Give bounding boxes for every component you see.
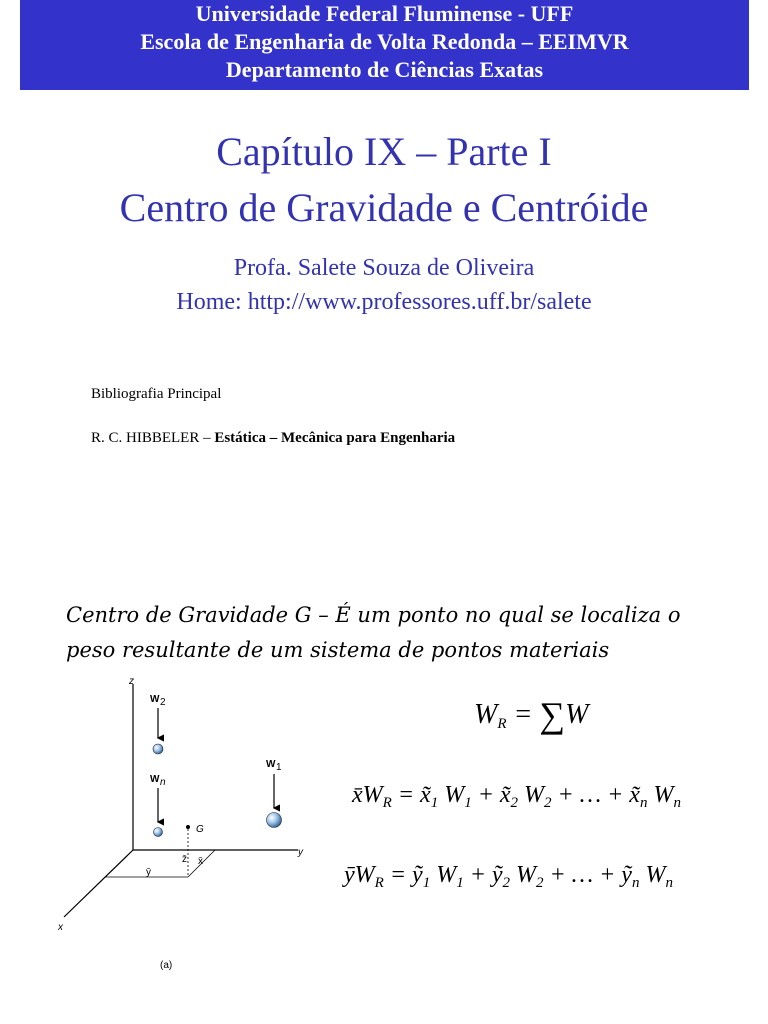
institution-header [20, 0, 749, 90]
bibliography-book: Estática – Mecânica para Engenharia [214, 430, 456, 446]
ybar-label: ȳ [146, 867, 151, 878]
w1-subscript: 1 [276, 762, 282, 773]
equation-y-centroid: $ȳW_R$ = ỹ$_1$ $W_1$ + ỹ$_2$ $W_2$ + … + ỹ$_n$ $W_n$ [344, 862, 673, 891]
chapter-subtitle: Centro de Gravidade e Centróide [119, 185, 649, 230]
bibliography-reference [91, 430, 455, 447]
w2-subscript: 2 [160, 697, 166, 708]
x-axis-line [64, 850, 133, 917]
wn-subscript: n [160, 777, 166, 788]
axis-label-x: x [58, 922, 63, 933]
w2-particle [153, 744, 163, 754]
equation-x-centroid: $x̄W_R$ = $x̃_1$ $W_1$ + $x̃_2$ $W_2$ + … + $x̃_n$ $W_n$ [352, 782, 681, 811]
school-name: Escola de Engenharia de Volta Redonda – EEIMVR [140, 29, 629, 54]
chapter-title: Capítulo IX – Parte I [216, 129, 552, 174]
author-homepage: Home: http://www.professores.uff.br/salete [176, 289, 592, 315]
zbar-label: z̄ [182, 854, 187, 865]
g-point [186, 825, 190, 829]
w1-label: W [266, 759, 276, 770]
axis-label-y: y [298, 847, 303, 858]
center-of-gravity-figure [50, 672, 320, 972]
wn-label: W [150, 774, 160, 785]
author-name: Profa. Salete Souza de Oliveira [233, 255, 535, 281]
bibliography-heading: Bibliografia Principal [91, 386, 222, 402]
w1-particle [267, 813, 282, 828]
wn-particle [154, 828, 163, 837]
equation-resultant-weight: $W_R = \sum W$ [474, 695, 589, 735]
definition-line-1: Centro de Gravidade G – É um ponto no qual se localiza o [66, 603, 681, 627]
university-name: Universidade Federal Fluminense - UFF [195, 1, 574, 26]
department-name: Departamento de Ciências Exatas [225, 57, 544, 82]
g-label: G [196, 824, 204, 835]
definition-line-2: peso resultante de um sistema de pontos materiais [66, 638, 610, 662]
w2-label: W [150, 694, 160, 705]
axis-label-z: z [129, 676, 134, 687]
xbar-label: x̄ [198, 856, 203, 867]
figure-caption: (a) [160, 960, 173, 971]
bibliography-author: R. C. HIBBELER – [91, 430, 215, 446]
